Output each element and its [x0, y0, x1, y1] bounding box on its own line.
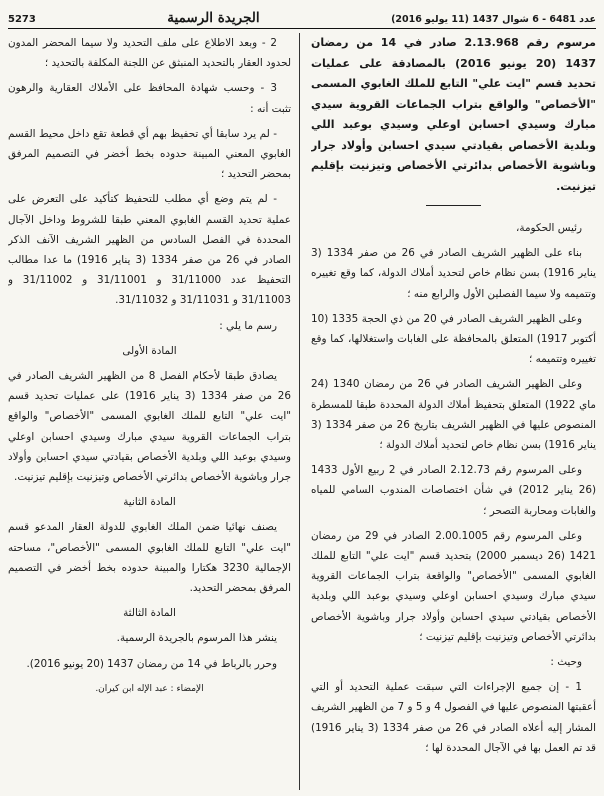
page-number: 5273: [8, 14, 36, 25]
article-1-title: المادة الأولى: [122, 344, 177, 357]
preamble-paragraph: بناء على الظهير الشريف الصادر في 26 من صفر 1334 (3 يناير 1916) بسن نظام خاص لتحديد أملاك الدولة، كما وقع تغييره وتتميمه ولا سيما الفصلين الأول والرابع منه ؛: [311, 247, 596, 300]
issue-line: عدد 6481 - 6 شوال 1437 (11 يوليو 2016): [391, 14, 596, 25]
column-divider: [299, 33, 300, 790]
title-separator: [426, 205, 481, 206]
article-3-text: ينشر هذا المرسوم بالجريدة الرسمية.: [116, 632, 277, 645]
preamble-paragraph: وعلى الظهير الشريف الصادر في 20 من ذي الحجة 1335 (10 أكتوبر 1917) المتعلق بالمحافظة على الغابات واستغلالها، كما وقع تغييره وتتميمه ؛: [311, 312, 596, 366]
page-header: [8, 6, 596, 29]
article-2-text: يصنف نهائيا ضمن الملك الغابوي للدولة العقار المدعو قسم "ايت علي" التابع للملك الغابوي المسمى "الأخصاص"، مساحته الإجمالية 3230 هكتارا والمبينة حدوده بخط أخضر في التصميم المرفق بمحضر التحديد.: [8, 521, 291, 595]
decrees-line: رسم ما يلي :: [219, 319, 277, 332]
signature: الإمضاء : عبد الإله ابن كيران.: [95, 683, 204, 694]
preamble-paragraph: وعلى الظهير الشريف الصادر في 26 من رمضان 1340 (24 ماي 1922) المتعلق بتحفيظ أملاك الدولة المحددة طبقا للمسطرة المنصوص عليها في الظهير الشريف بتاريخ 26 من صفر 1334 (3 يناير 1916) بسن نظام خاص لتحديد أملاك الدولة ؛: [311, 378, 596, 452]
whereas-item: 1 - إن جميع الإجراءات التي سبقت عملية التحديد أو التي أعقبتها المنصوص عليها في الفصول 4 و 5 و 7 من الظهير الشريف المشار إليه أعلاه الصادر في 26 من صفر 1334 (3 يناير 1916) قد تم العمل بها في الآجال المحددة لها ؛: [311, 681, 596, 754]
journal-title: الجريدة الرسمية: [167, 10, 260, 26]
preamble-paragraph: وعلى المرسوم رقم 2.00.1005 الصادر في 29 من رمضان 1421 (26 ديسمبر 2000) بتحديد قسم "ايت علي" التابع للملك الغابوي المسمى "الأخصاص" والواقعة بتراب الجماعات القروية سيدي مبارك وسيدي احسابن اوعلي وسيدي بوعبد اللي وبلدية الأخصاص بقيادتي سيدي احسابن وأولاد جرار وباشوية الأخصاص بدائرتي الأخصاص وتيزنيت بإقليم تيزنيت ؛: [311, 529, 596, 643]
article-3-title: المادة الثالثة: [123, 607, 176, 620]
preamble-paragraph: وعلى المرسوم رقم 2.12.73 الصادر في 2 ربيع الأول 1433 (26 يناير 2012) في شأن اختصاصات المندوب السامي للمياه والغابات ومحاربة التصحر ؛: [311, 464, 596, 517]
decree-title: مرسوم رقم 2.13.968 صادر في 14 من رمضان 1437 (20 يونيو 2016) بالمصادقة على عمليات تحديد قسم "ايت علي" التابع للملك الغابوي المسمى "الأخصاص" والواقع بتراب الجماعات القروية سيدي مبارك وسيدي احسابن اوعلي وسيدي بوعبد اللي وبلدية الأخصاص بقيادتي سيدي احسابن وأولاد جرار وباشوية الأخصاص بدائرتي الأخصاص وتيزنيت بإقليم تيزنيت.: [311, 36, 596, 193]
article-2-title: المادة الثانية: [123, 496, 176, 509]
whereas-item: 3 - وحسب شهادة المحافظ على الأملاك العقارية والرهون تثبت أنه :: [8, 82, 291, 115]
article-1-text: يصادق طبقا لأحكام الفصل 8 من الظهير الشريف الصادر في 26 من صفر 1334 (3 يناير 1916) على عمليات تحديد قسم "ايت علي" التابع للملك الغابوي المسمى "الأخصاص" والواقع بتراب الجماعات القروية سيدي مبارك وسيدي احسابن اوعلي وسيدي بوعبد اللي وبلدية الأخصاص بقيادتي سيدي احسابن وأولاد جرار وباشوية الأخصاص بدائرتي الأخصاص وتيزنيت بإقليم تيزنيت.: [8, 370, 291, 484]
right-column: [311, 33, 596, 792]
whereas-item: 2 - وبعد الاطلاع على ملف التحديد ولا سيما المحضر المدون لحدود العقار بالتحديد المنبثق عن اللجنة المكلفة بالتحديد ؛: [8, 37, 291, 70]
certificate-bullet: - لم يتم وضع أي مطلب للتحفيظ كتأكيد على التعرض على عملية تحديد القسم الغابوي المعني طبقا للشروط وداخل الآجال المحددة في الفصل السادس من الظهير الشريف الآنف الذكر الصادر في 26 من صفر 1334 (3 يناير 1916) ما عدا مطالب التحفيظ عدد 31/11000 و 31/11001 و 31/11002 و 31/11003 و 31/11031 و 31/11032.: [8, 193, 291, 307]
certificate-bullet: - لم يرد سابقا أي تحفيظ بهم أي قطعة تقع داخل محيط القسم الغابوي المعني المبينة حدوده بخط أخضر في التصميم المرفق بمحضر التحديد ؛: [8, 127, 291, 181]
head-of-government: رئيس الحكومة،: [516, 222, 582, 234]
whereas-heading: وحيث :: [550, 656, 582, 669]
done-at-line: وحرر بالرباط في 14 من رمضان 1437 (20 يونيو 2016).: [26, 657, 277, 670]
left-column: [8, 33, 291, 792]
